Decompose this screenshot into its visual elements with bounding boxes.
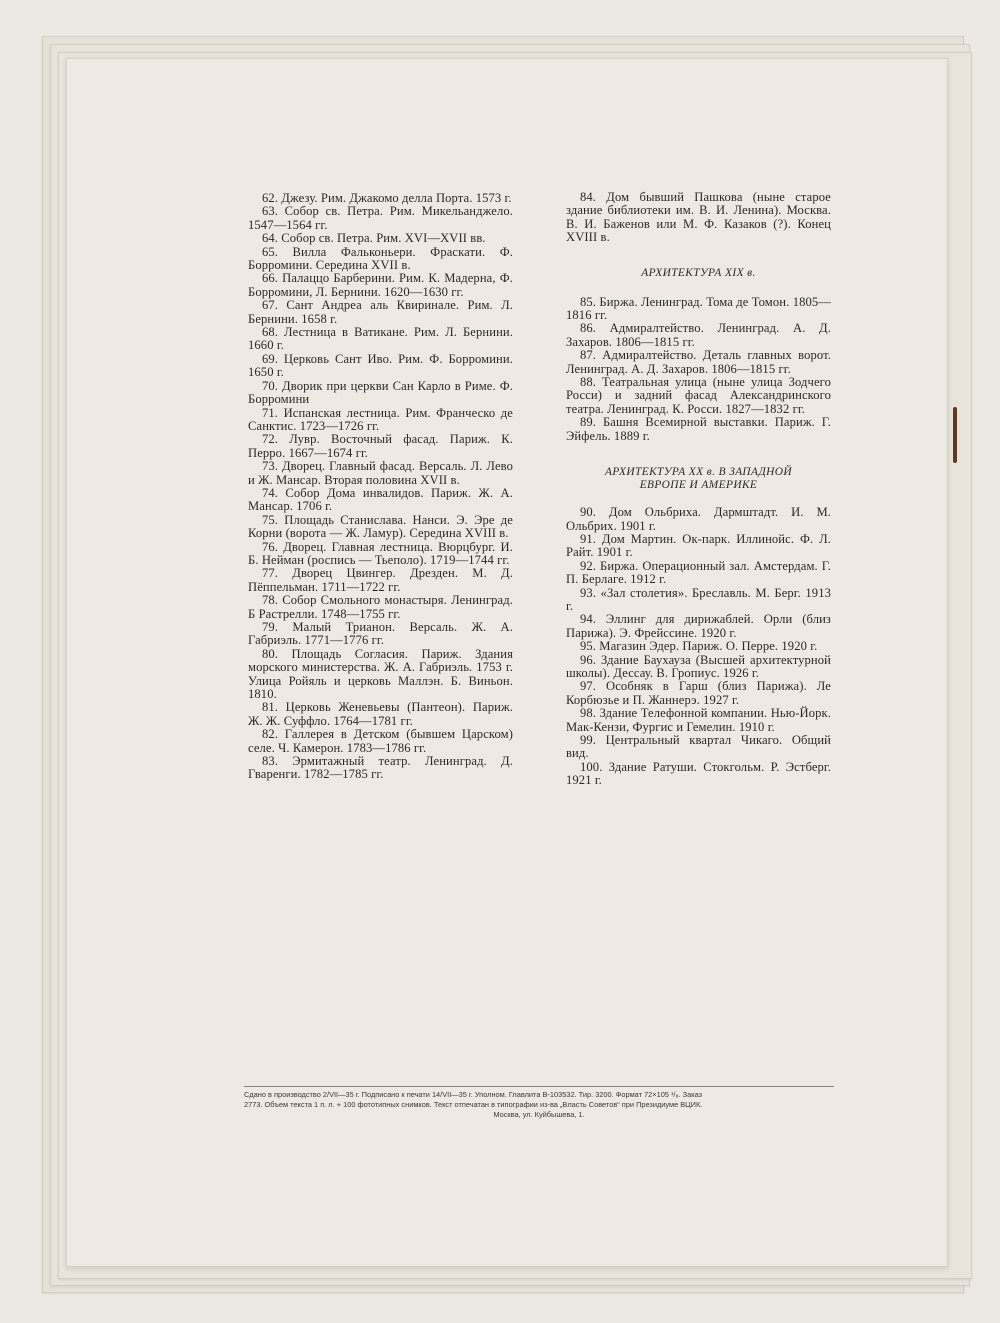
rust-mark [953, 407, 957, 463]
list-item: 100. Здание Ратуши. Стокгольм. Р. Эстберг. 1921 г. [566, 759, 831, 788]
list-item: 80. Площадь Согласия. Париж. Здания морского министерства. Ж. А. Габриэль. 1753 г. Улица Ройяль и церковь Маллэн. Б. Виньон. 1810. [248, 646, 513, 702]
list-item: 77. Дворец Цвингер. Дрезден. М. Д. Пёппельман. 1711—1722 гг. [248, 566, 513, 594]
list-item: 73. Дворец. Главный фасад. Версаль. Л. Лево и Ж. Мансар. Вторая половина XVII в. [248, 459, 513, 487]
imprint-line: Москва, ул. Куйбышева, 1. [493, 1110, 585, 1119]
section-heading-line: АРХИТЕКТУРА XX в. В ЗАПАДНОЙ [605, 466, 792, 479]
list-item: 78. Собор Смольного монастыря. Ленинград. Б Растрелли. 1748—1755 гг. [248, 593, 513, 621]
right-column [566, 191, 831, 788]
list-item: 67. Сант Андреа аль Квиринале. Рим. Л. Бернини. 1658 г. [248, 298, 513, 326]
list-item: 86. Адмиралтейство. Ленинград. А. Д. Захаров. 1806—1815 гг. [566, 321, 831, 349]
list-item: 97. Особняк в Гарш (близ Парижа). Ле Корбюзье и П. Жаннерэ. 1927 г. [566, 679, 831, 707]
list-item: 90. Дом Ольбриха. Дармштадт. И. М. Ольбрих. 1901 г. [566, 505, 831, 533]
list-item: 88. Театральная улица (ныне улица Зодчего Росси) и задний фасад Александринского театра. Ленинград. К. Росси. 1827—1832 гг. [566, 375, 831, 416]
list-item: 99. Центральный квартал Чикаго. Общий вид. [566, 733, 831, 761]
list-item: 98. Здание Телефонной компании. Нью-Йорк. Мак-Кензи, Фургис и Гемелин. 1910 г. [566, 706, 831, 734]
list-item: 70. Дворик при церкви Сан Карло в Риме. Ф. Борромини [248, 378, 513, 407]
list-item: 95. Магазин Эдер. Париж. О. Перре. 1920 г. [580, 639, 818, 654]
list-item: 72. Лувр. Восточный фасад. Париж. К. Перро. 1667—1674 гг. [248, 432, 513, 460]
list-item: 83. Эрмитажный театр. Ленинград. Д. Гваренги. 1782—1785 гг. [248, 754, 513, 782]
list-item: 64. Собор св. Петра. Рим. XVI—XVII вв. [262, 231, 486, 246]
list-item: 85. Биржа. Ленинград. Тома де Томон. 1805—1816 гг. [566, 294, 831, 323]
list-item: 87. Адмиралтейство. Деталь главных ворот. Ленинград. А. Д. Захаров. 1806—1815 гг. [566, 348, 831, 376]
section-heading-19th-century: АРХИТЕКТУРА XIX в. [641, 266, 756, 279]
list-item: 96. Здание Баухауза (Высшей архитектурной школы). Дессау. В. Гропиус. 1926 г. [566, 652, 831, 680]
imprint-line: 2773. Объем текста 1 п. л. + 100 фототипных снимков. Текст отпечатан в типографии из-ва „Власть Советов“ при Президиуме ВЦИК. [244, 1100, 703, 1109]
list-item: 63. Собор св. Петра. Рим. Микельанджело. 1547—1564 гг. [248, 204, 513, 232]
list-item: 76. Дворец. Главная лестница. Вюрцбург. И. Б. Нейман (роспись — Тьеполо). 1719—1744 гг. [248, 539, 513, 567]
list-item: 69. Церковь Сант Иво. Рим. Ф. Борромини. 1650 г. [248, 351, 513, 380]
imprint-line: Сдано в производство 2/VII—35 г. Подписано к печати 14/VII—35 г. Уполном. Главлита В-103532. Тир. 3200. Формат 72×105 ¹/₈. Заказ [244, 1090, 703, 1099]
list-item: 68. Лестница в Ватикане. Рим. Л. Бернини. 1660 г. [248, 325, 513, 353]
imprint-colophon [244, 1086, 834, 1120]
list-item: 91. Дом Мартин. Ок-парк. Иллинойс. Ф. Л. Райт. 1901 г. [566, 531, 831, 560]
list-item: 65. Вилла Фальконьери. Фраскати. Ф. Борромини. Середина XVII в. [248, 244, 513, 273]
list-item: 84. Дом бывший Пашкова (ныне старое здание библиотеки им. В. И. Ленина). Москва. В. И. Баженов или М. Ф. Казаков (?). Конец XVIII в. [566, 190, 831, 245]
list-item: 93. «Зал столетия». Бреславль. М. Берг. 1913 г. [566, 585, 831, 613]
list-item: 62. Джезу. Рим. Джакомо делла Порта. 1573 г. [262, 191, 512, 205]
list-item: 89. Башня Всемирной выставки. Париж. Г. Эйфель. 1889 г. [566, 415, 831, 443]
section-heading-line: ЕВРОПЕ И АМЕРИКЕ [639, 479, 758, 492]
list-item: 71. Испанская лестница. Рим. Франческо де Санктис. 1723—1726 гг. [248, 405, 513, 433]
list-item: 74. Собор Дома инвалидов. Париж. Ж. А. Мансар. 1706 г. [248, 485, 513, 514]
list-item: 82. Галлерея в Детском (бывшем Царском) селе. Ч. Камерон. 1783—1786 гг. [248, 727, 513, 755]
left-column [248, 192, 513, 782]
section-heading-20th-century [566, 466, 831, 492]
list-item: 79. Малый Трианон. Версаль. Ж. А. Габриэль. 1771—1776 гг. [248, 620, 513, 648]
list-item: 94. Эллинг для дирижаблей. Орли (близ Парижа). Э. Фрейссине. 1920 г. [566, 612, 831, 640]
list-item: 75. Площадь Станислава. Нанси. Э. Эре де Корни (ворота — Ж. Ламур). Середина XVIII в. [248, 512, 513, 541]
list-item: 66. Палаццо Барберини. Рим. К. Мадерна, Ф. Борромини, Л. Бернини. 1620—1630 гг. [248, 271, 513, 299]
list-item: 92. Биржа. Операционный зал. Амстердам. Г. П. Берлаге. 1912 г. [566, 558, 831, 587]
list-item: 81. Церковь Женевьевы (Пантеон). Париж. Ж. Ж. Суффло. 1764—1781 гг. [248, 700, 513, 728]
